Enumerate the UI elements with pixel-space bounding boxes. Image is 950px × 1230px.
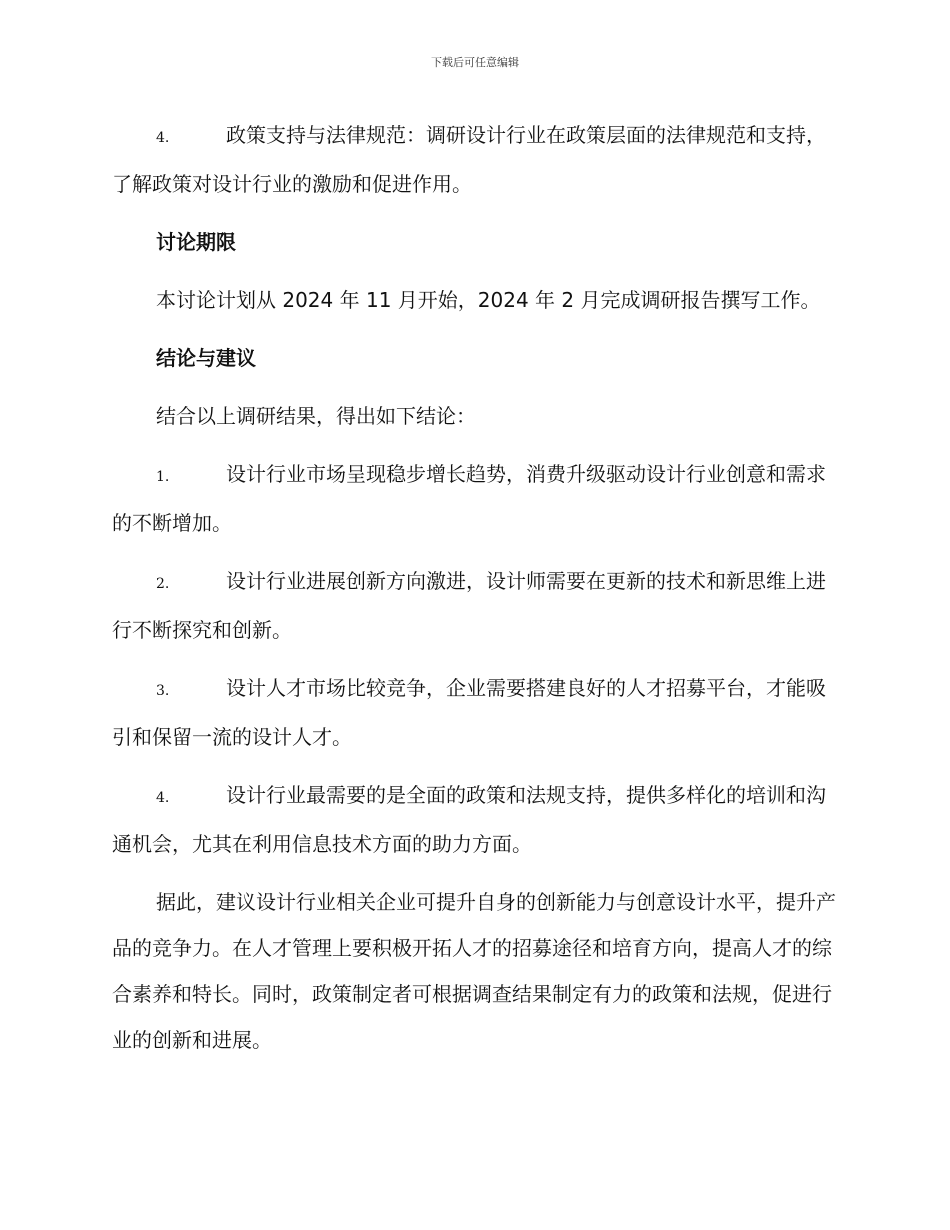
list-item-text: 设计行业最需要的是全面的政策和法规支持，提供多样化的培训和沟通机会，尤其在利用信息技术方面的助力方面。: [112, 783, 826, 856]
conclusion-item-3: [112, 665, 838, 760]
period-paragraph: 本讨论计划从 2024 年 11 月开始，2024 年 2 月完成调研报告撰写工作。: [156, 288, 821, 312]
list-item-text: 设计人才市场比较竞争，企业需要搭建良好的人才招募平台，才能吸引和保留一流的设计人才。: [112, 676, 826, 749]
conclusion-summary: 据此，建议设计行业相关企业可提升自身的创新能力与创意设计水平，提升产品的竞争力。在人才管理上要积极开拓人才的招募途径和培育方向，提高人才的综合素养和特长。同时，政策制定者可根据调查结果制定有力的政策和法规，促进行业的创新和进展。: [112, 890, 836, 1052]
page-header: 下载后可任意编辑: [431, 56, 519, 69]
conclusion-item-1: [112, 451, 838, 546]
list-item-text: 设计行业市场呈现稳步增长趋势，消费升级驱动设计行业创意和需求的不断增加。: [112, 462, 826, 535]
document-body: [112, 112, 838, 1075]
conclusion-intro: 结合以上调研结果，得出如下结论：: [156, 404, 476, 428]
list-item-number: 1.: [156, 469, 170, 485]
list-item-policy-support: [112, 112, 838, 207]
section-heading-conclusion: 结论与建议: [156, 346, 256, 370]
list-item-number: 4.: [156, 790, 170, 806]
list-item-number: 2.: [156, 576, 170, 592]
list-item-text: 政策支持与法律规范：调研设计行业在政策层面的法律规范和支持，了解政策对设计行业的激励和促进作用。: [112, 123, 826, 196]
conclusion-item-2: [112, 558, 838, 653]
conclusion-item-4: [112, 772, 838, 867]
list-item-number: 4.: [156, 130, 170, 146]
list-item-text: 设计行业进展创新方向激进，设计师需要在更新的技术和新思维上进行不断探究和创新。: [112, 569, 826, 642]
section-heading-period: 讨论期限: [156, 230, 236, 254]
list-item-number: 3.: [156, 683, 170, 699]
